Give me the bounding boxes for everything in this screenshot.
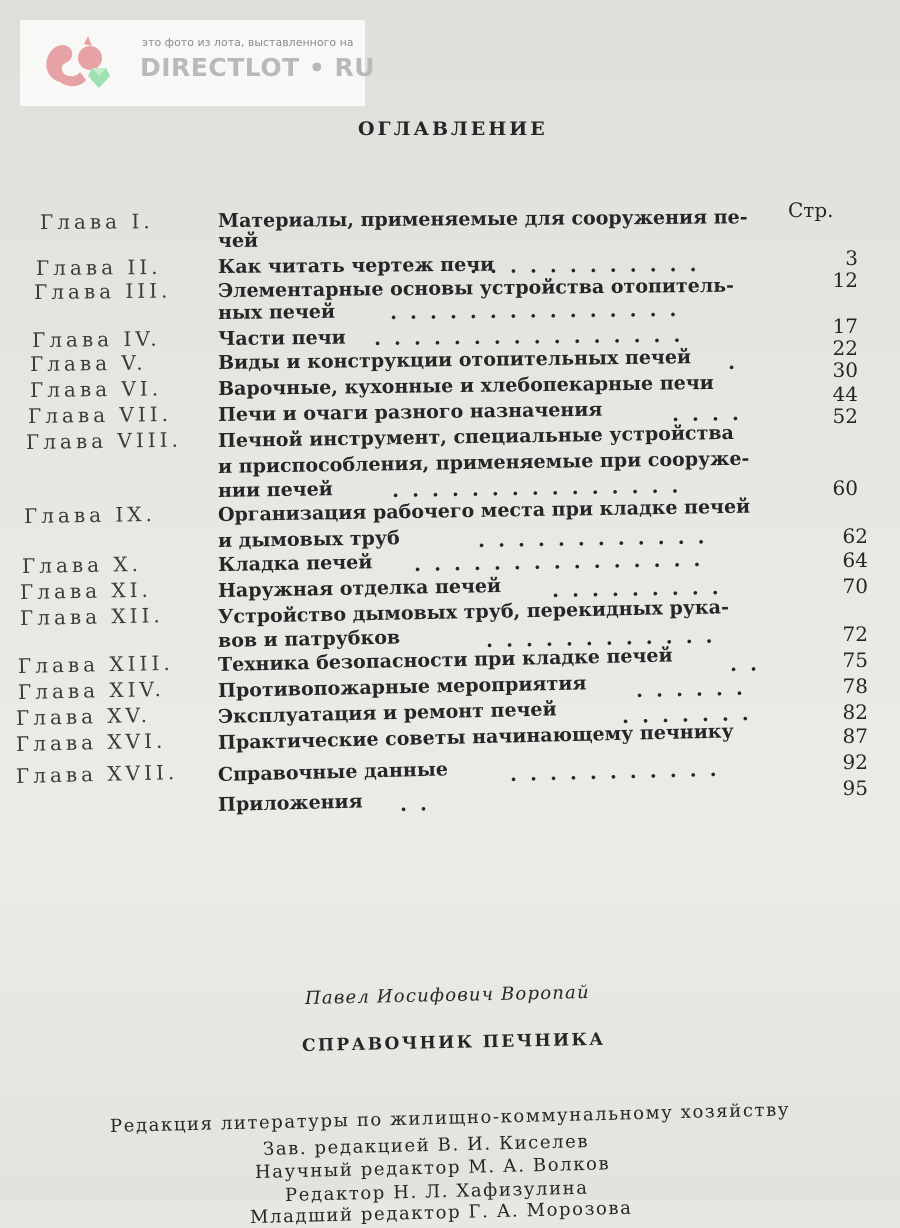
toc-chapter-label: Глава X.	[21, 551, 143, 578]
toc-dot-leader: ..	[399, 791, 441, 816]
toc-dot-leader: ..	[729, 651, 771, 676]
credit-line: Редактор Н. Л. Хафизулина	[284, 1177, 589, 1206]
toc-page-number: 72	[842, 622, 868, 646]
pages-column-header: Стр.	[788, 198, 834, 222]
toc-dot-leader: ................	[373, 322, 694, 350]
toc-page-number: 17	[832, 314, 858, 338]
toc-entry-text: и приспособления, применяемые при сооруже-	[217, 447, 750, 478]
toc-chapter-label: Глава VII.	[27, 401, 173, 428]
toc-entry-text: Печи и очаги разного назначения	[217, 398, 603, 426]
toc-dot-leader: ....	[671, 400, 753, 426]
toc-entry-text: Приложения	[217, 790, 363, 816]
toc-entry-text: и дымовых труб	[217, 527, 400, 552]
toc-chapter-label: Глава XVII.	[15, 760, 179, 788]
credit-line: Младший редактор Г. А. Морозова	[249, 1197, 633, 1228]
watermark-caption: это фото из лота, выставленного на	[142, 36, 354, 49]
toc-dot-leader: ...........	[509, 756, 730, 786]
toc-chapter-label: Глава III.	[33, 278, 172, 304]
toc-dot-leader: ............	[477, 524, 718, 552]
toc-page-number: 30	[832, 358, 858, 382]
toc-dot-leader: ...............	[389, 296, 690, 324]
toc-page-number: 78	[842, 674, 868, 698]
toc-page-number: 95	[842, 776, 868, 800]
toc-entry-text: ных печей	[217, 300, 336, 324]
watermark-brand: DIRECTLOT • RU	[140, 53, 376, 82]
toc-chapter-label: Глава II.	[35, 254, 162, 280]
toc-entry-text: Как читать чертеж печи	[217, 253, 495, 278]
squirrel-logo-icon	[40, 34, 110, 94]
toc-title: ОГЛАВЛЕНИЕ	[358, 118, 548, 140]
toc-entry-text: Варочные, кухонные и хлебопекарные печи	[217, 371, 714, 400]
toc-entry-text: Наружная отделка печей	[217, 575, 502, 602]
toc-dot-leader: ............	[485, 623, 726, 652]
toc-entry-text: Элементарные основы устройства отопитель-	[217, 274, 735, 302]
toc-chapter-label: Глава XIV.	[17, 676, 166, 704]
toc-dot-leader: .......	[621, 700, 762, 728]
toc-dot-leader: ...............	[413, 546, 714, 576]
toc-dot-leader: ...............	[391, 473, 692, 502]
credit-line: Зав. редакцией В. И. Киселев	[262, 1131, 590, 1160]
watermark	[20, 20, 376, 106]
toc-entry-text: Части печи	[217, 326, 346, 350]
toc-entry-text: Материалы, применяемые для сооружения пе-	[217, 206, 748, 232]
toc-entry-text: чей	[217, 229, 259, 252]
toc-chapter-label: Глава XII.	[19, 603, 165, 630]
toc-chapter-label: Глава XIII.	[17, 650, 174, 678]
toc-page-number: 44	[832, 382, 858, 406]
toc-chapter-label: Глава IX.	[23, 501, 157, 528]
toc-chapter-label: Глава V.	[29, 350, 147, 376]
toc-page-number: 75	[842, 648, 868, 672]
toc-chapter-label: Глава VI.	[29, 376, 163, 402]
toc-dot-leader: .........	[551, 574, 732, 602]
toc-entry-text: Организация рабочего места при кладке печей	[217, 495, 751, 526]
toc-page-number: 52	[832, 404, 858, 428]
toc-chapter-label: Глава XV.	[15, 702, 152, 730]
credit-line: Редакция литературы по жилищно-коммунальному хозяйству	[109, 1099, 791, 1137]
toc-chapter-label: Глава IV.	[31, 326, 161, 352]
toc-entry-text: Техника безопасности при кладке печей	[217, 644, 673, 676]
toc-page-number: 82	[842, 700, 868, 724]
toc-entry-text: Эксплуатация и ремонт печей	[217, 698, 557, 728]
toc-chapter-label: Глава XVI.	[15, 728, 167, 756]
toc-page-number: 60	[832, 476, 858, 500]
book-title: СПРАВОЧНИК ПЕЧНИКА	[301, 1029, 606, 1056]
toc-entry-text: Противопожарные мероприятия	[217, 672, 587, 702]
toc-entry-text: Кладка печей	[217, 551, 373, 576]
toc-entry-text: Справочные данные	[217, 758, 449, 786]
toc-entry-text: нии печей	[217, 478, 333, 502]
toc-dot-leader: .	[727, 349, 749, 374]
toc-dot-leader: ............	[469, 251, 710, 278]
toc-entry-text: вов и патрубков	[217, 626, 401, 652]
toc-entry-text: Печной инструмент, специальные устройства	[217, 421, 734, 452]
toc-dot-leader: ......	[635, 675, 757, 702]
toc-page-number: 62	[842, 524, 868, 548]
toc-page-number: 70	[842, 574, 868, 598]
toc-page-number: 64	[842, 548, 868, 572]
toc-chapter-label: Глава VIII.	[25, 427, 183, 454]
toc-page-number: 12	[832, 268, 858, 292]
toc-entry-text: Устройство дымовых труб, перекидных рука-	[217, 596, 730, 628]
toc-page-number: 22	[832, 336, 858, 360]
toc-chapter-label: Глава I.	[39, 209, 154, 234]
toc-page-number: 87	[842, 724, 868, 748]
credit-line: Научный редактор М. А. Волков	[254, 1153, 611, 1183]
toc-page-number: 3	[845, 246, 858, 270]
toc-chapter-label: Глава XI.	[19, 577, 153, 604]
toc-page-number: 92	[842, 750, 868, 774]
toc-entry-text: Практические советы начинающему печнику	[217, 720, 734, 754]
toc-entry-text: Виды и конструкции отопительных печей	[217, 346, 692, 374]
author-name: Павел Иосифович Воропай	[304, 982, 590, 1009]
